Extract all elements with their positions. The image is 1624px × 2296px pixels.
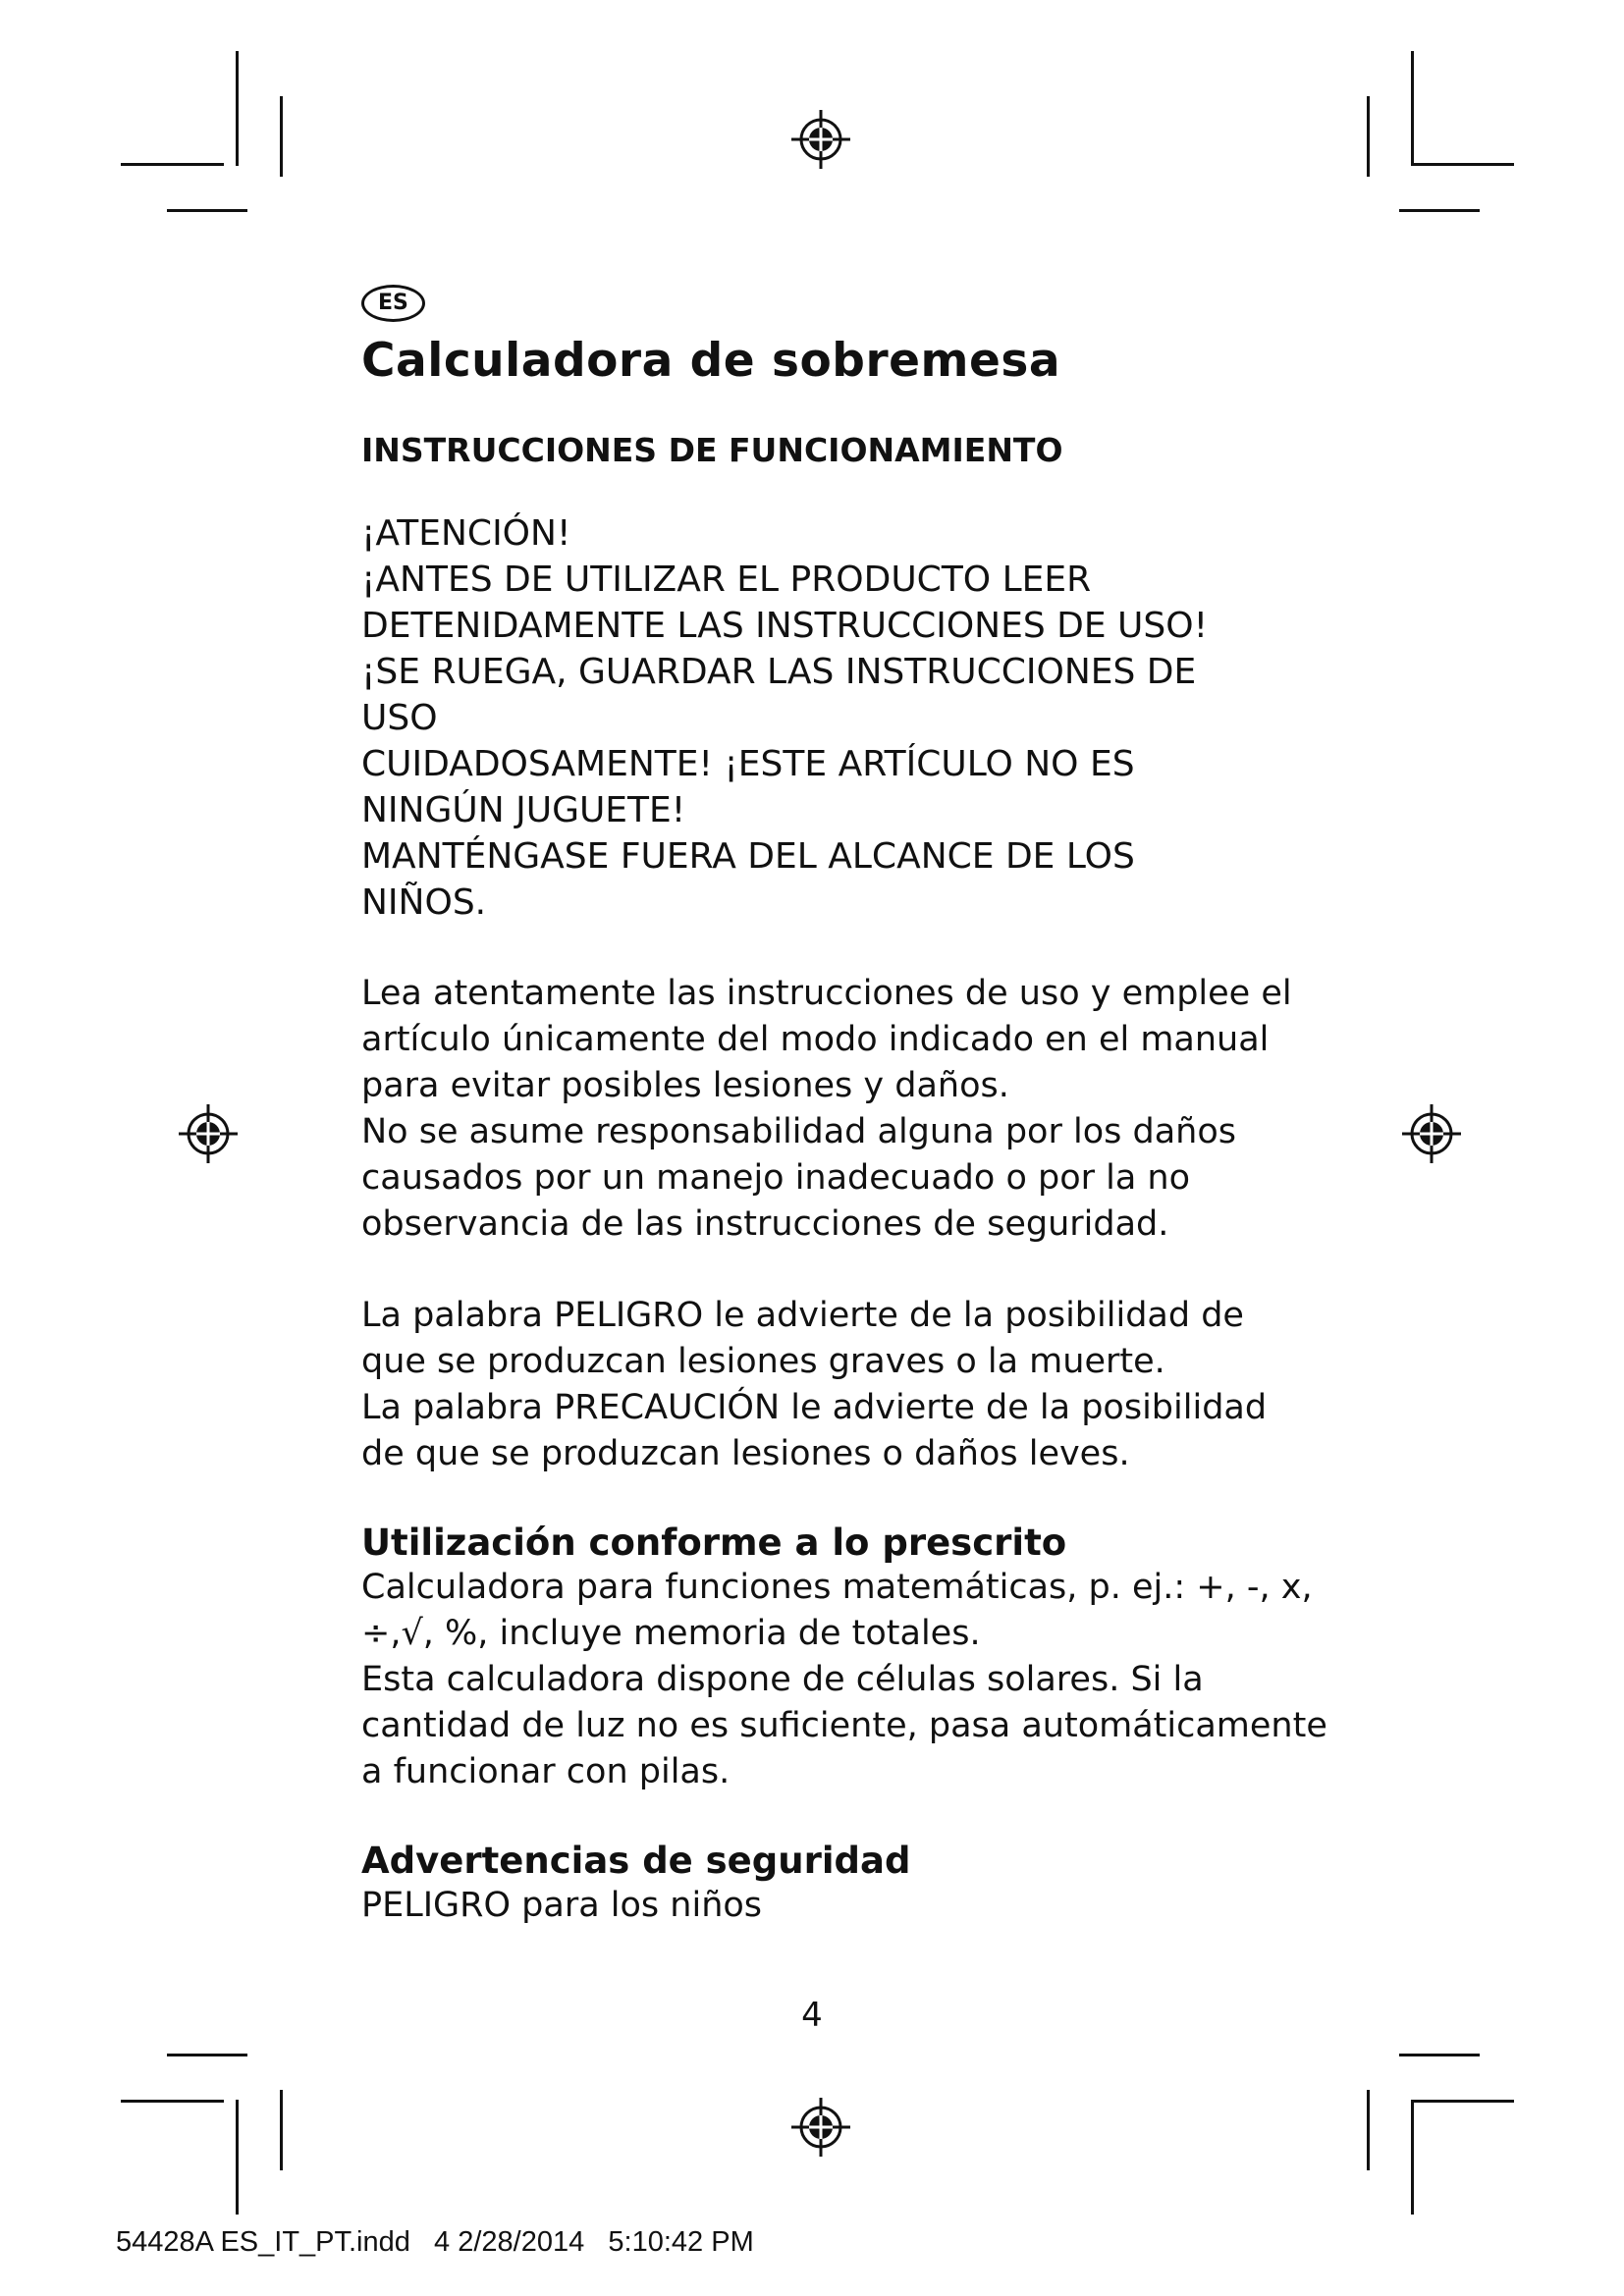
text-line: de que se produzcan lesiones o daños leves.	[361, 1434, 1130, 1473]
warning-line: USO	[361, 698, 438, 738]
text-line: Calculadora para funciones matemáticas, p. ej.: +, -, x,	[361, 1568, 1313, 1607]
warning-line: CUIDADOSAMENTE! ¡ESTE ARTÍCULO NO ES	[361, 744, 1135, 784]
text-line	[361, 1385, 1304, 1431]
warning-line: NINGÚN JUGUETE!	[361, 790, 686, 830]
text-line: para evitar posibles lesiones y daños.	[361, 1066, 1009, 1105]
text-line: artículo únicamente del modo indicado en el manual	[361, 1020, 1270, 1059]
warning-block	[361, 510, 1304, 926]
text-line: ÷,√, %, incluye memoria de totales.	[361, 1614, 981, 1653]
warning-line: DETENIDAMENTE LAS INSTRUCCIONES DE USO!	[361, 606, 1209, 646]
text-line: Esta calculadora dispone de células solares. Si la	[361, 1660, 1204, 1699]
crop-mark	[1411, 163, 1514, 166]
text-line: a funcionar con pilas.	[361, 1752, 731, 1791]
section-heading-intended-use: Utilización conforme a lo prescrito	[361, 1522, 1067, 1564]
registration-mark-icon	[789, 2096, 852, 2159]
text-fragment: La palabra	[361, 1388, 555, 1427]
warning-line: ¡SE RUEGA, GUARDAR LAS INSTRUCCIONES DE	[361, 652, 1197, 692]
page-content	[361, 285, 1327, 1929]
registration-mark-icon	[1400, 1102, 1463, 1165]
crop-mark	[1367, 96, 1370, 177]
language-badge: ES	[361, 285, 425, 322]
page-number: 4	[801, 1996, 823, 2035]
signal-word-danger: PELIGRO	[361, 1886, 512, 1925]
crop-mark	[236, 2100, 239, 2215]
signal-word-caution: PRECAUCIÓN	[554, 1388, 781, 1427]
crop-mark	[167, 2054, 247, 2056]
crop-mark	[1411, 2100, 1514, 2103]
intro-paragraph	[361, 971, 1304, 1248]
crop-mark	[121, 2100, 224, 2103]
print-slug: 54428A ES_IT_PT.indd 4 2/28/2014 5:10:42 PM	[116, 2226, 754, 2258]
crop-mark	[280, 2090, 283, 2170]
registration-mark-icon	[789, 108, 852, 171]
text-line: No se asume responsabilidad alguna por los daños	[361, 1112, 1236, 1151]
text-line: cantidad de luz no es suficiente, pasa automáticamente	[361, 1706, 1327, 1745]
crop-mark	[1399, 209, 1480, 212]
registration-mark-icon	[177, 1102, 240, 1165]
section-heading-safety: Advertencias de seguridad	[361, 1840, 911, 1882]
text-fragment: La palabra	[361, 1296, 555, 1335]
intended-use-paragraph	[361, 1565, 1327, 1795]
text-line: Lea atentamente las instrucciones de uso y emplee el	[361, 974, 1292, 1013]
text-fragment: para los niños	[511, 1886, 763, 1925]
crop-mark	[167, 209, 247, 212]
text-fragment: le advierte de la posibilidad de	[703, 1296, 1244, 1335]
warning-line: MANTÉNGASE FUERA DEL ALCANCE DE LOS	[361, 836, 1135, 877]
crop-mark	[236, 51, 239, 166]
signal-word-danger: PELIGRO	[554, 1296, 704, 1335]
warning-line: ¡ANTES DE UTILIZAR EL PRODUCTO LEER	[361, 560, 1092, 600]
warning-line: NIÑOS.	[361, 882, 487, 923]
safety-paragraph	[361, 1883, 1304, 1929]
text-line: observancia de las instrucciones de seguridad.	[361, 1204, 1169, 1244]
crop-mark	[1367, 2090, 1370, 2170]
text-fragment: le advierte de la posibilidad	[780, 1388, 1268, 1427]
section-subtitle: INSTRUCCIONES DE FUNCIONAMIENTO	[361, 431, 1063, 469]
text-line: que se produzcan lesiones graves o la muerte.	[361, 1342, 1165, 1381]
crop-mark	[121, 163, 224, 166]
crop-mark	[280, 96, 283, 177]
text-line: causados por un manejo inadecuado o por la no	[361, 1158, 1191, 1198]
crop-mark	[1411, 2100, 1414, 2215]
text-line	[361, 1883, 1304, 1929]
text-line	[361, 1293, 1304, 1339]
signal-words-paragraph	[361, 1293, 1304, 1477]
warning-line: ¡ATENCIÓN!	[361, 513, 571, 554]
crop-mark	[1411, 51, 1414, 166]
crop-mark	[1399, 2054, 1480, 2056]
page-title: Calculadora de sobremesa	[361, 334, 1061, 388]
